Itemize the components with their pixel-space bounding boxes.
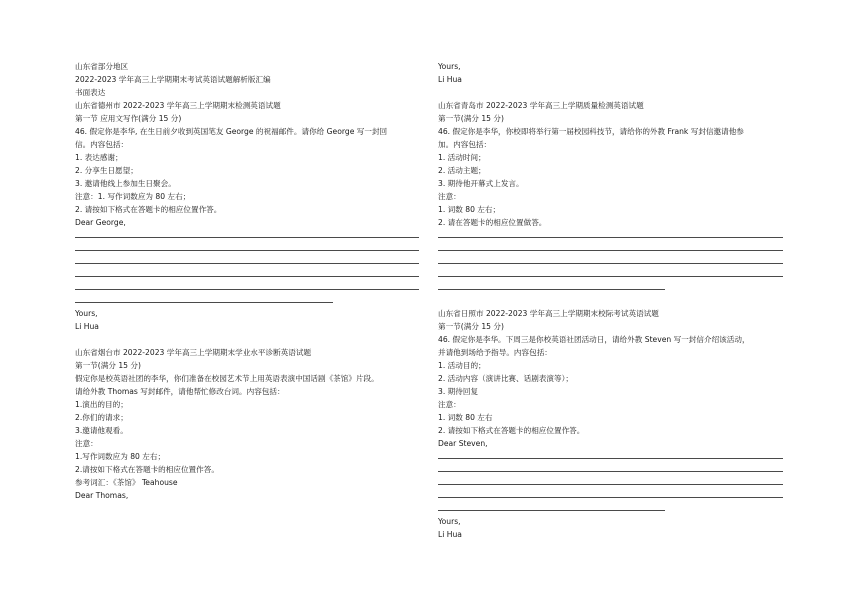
collection-title: 2022-2023 学年高三上学期期末考试英语试题解析版汇编	[75, 75, 271, 84]
qingdao-title: 山东省青岛市 2022-2023 学年高三上学期质量检测英语试题	[438, 101, 644, 110]
yantai-note: 1.写作词数应为 80 左右；	[75, 452, 166, 461]
answer-line	[438, 289, 665, 290]
dezhou-point: 1. 表达感谢；	[75, 153, 123, 162]
qingdao-note: 2. 请在答题卡的相应位置做答。	[438, 218, 547, 227]
qingdao-note: 1. 词数 80 左右；	[438, 205, 501, 214]
dezhou-point: 2. 分享生日愿望；	[75, 166, 138, 175]
answer-line	[75, 302, 333, 303]
answer-line	[438, 263, 783, 264]
rizhao-point: 3. 期待回复	[438, 387, 479, 396]
yantai-title: 山东省烟台市 2022-2023 学年高三上学期期末学业水平诊断英语试题	[75, 348, 312, 357]
answer-line	[75, 289, 419, 290]
answer-line	[75, 263, 419, 264]
qingdao-point: 1. 活动时间；	[438, 153, 486, 162]
answer-line	[75, 237, 419, 238]
rizhao-signature: Li Hua	[438, 530, 462, 539]
answer-line	[438, 471, 783, 472]
dezhou-title: 山东省德州市 2022-2023 学年高三上学期期末检测英语试题	[75, 101, 281, 110]
category-heading: 书面表达	[75, 88, 106, 97]
yantai-notes-label: 注意：	[75, 439, 98, 448]
dezhou-salutation: Dear George,	[75, 218, 126, 227]
answer-line	[438, 250, 783, 251]
yantai-note: 2.请按如下格式在答题卡的相应位置作答。	[75, 465, 219, 474]
rizhao-title: 山东省日照市 2022-2023 学年高三上学期期末校际考试英语试题	[438, 309, 659, 318]
answer-line	[75, 250, 419, 251]
qingdao-notes-label: 注意：	[438, 192, 461, 201]
answer-line	[438, 484, 783, 485]
rizhao-point: 1. 活动目的；	[438, 361, 486, 370]
yantai-prompt-line1: 假定你是校英语社团的李华，你们准备在校园艺术节上用英语表演中国话剧《茶馆》片段。	[75, 374, 379, 383]
yantai-point: 3.邀请他观看。	[75, 426, 128, 435]
dezhou-point: 3. 邀请他线上参加生日聚会。	[75, 179, 176, 188]
rizhao-point: 2. 活动内容（演讲比赛、话剧表演等）；	[438, 374, 573, 383]
answer-line	[438, 510, 665, 511]
qingdao-point: 3. 期待他开幕式上发言。	[438, 179, 524, 188]
yantai-salutation: Dear Thomas,	[75, 491, 129, 500]
qingdao-prompt-line1: 46. 假定你是李华，你校即将举行第一届校园科技节，请给你的外教 Frank 写封信邀请他参	[438, 127, 744, 136]
rizhao-prompt-line2: 并请他到场给予指导。内容包括：	[438, 348, 552, 357]
yantai-section: 第一节(满分 15 分)	[75, 361, 141, 370]
rizhao-closing: Yours,	[438, 517, 461, 526]
rizhao-note: 2. 请按如下格式在答题卡的相应位置作答。	[438, 426, 585, 435]
rizhao-salutation: Dear Steven,	[438, 439, 488, 448]
answer-line	[438, 458, 783, 459]
dezhou-closing: Yours,	[75, 309, 98, 318]
qingdao-point: 2. 活动主题；	[438, 166, 486, 175]
answer-line	[438, 497, 783, 498]
dezhou-prompt-line2: 信。内容包括：	[75, 140, 129, 149]
rizhao-note: 1. 词数 80 左右	[438, 413, 493, 422]
dezhou-note: 2. 请按如下格式在答题卡的相应位置作答。	[75, 205, 222, 214]
answer-line	[438, 276, 783, 277]
rizhao-section: 第一节(满分 15 分)	[438, 322, 504, 331]
qingdao-section: 第一节(满分 15 分)	[438, 114, 504, 123]
rizhao-notes-label: 注意：	[438, 400, 461, 409]
qingdao-prompt-line2: 加。内容包括：	[438, 140, 492, 149]
yantai-point: 1.演出的目的；	[75, 400, 128, 409]
yantai-point: 2.你们的请求；	[75, 413, 128, 422]
top-closing: Yours,	[438, 62, 461, 71]
dezhou-section: 第一节 应用文写作(满分 15 分)	[75, 114, 182, 123]
yantai-prompt-line2: 请给外教 Thomas 写封邮件，请他帮忙修改台词。内容包括：	[75, 387, 285, 396]
dezhou-prompt-line1: 46. 假定你是李华, 在生日前夕收到英国笔友 George 的祝福邮件。请你给 George 写一封回	[75, 127, 388, 136]
dezhou-note: 注意：1. 写作词数应为 80 左右；	[75, 192, 191, 201]
dezhou-signature: Li Hua	[75, 322, 99, 331]
yantai-vocab: 参考词汇：《茶馆》 Teahouse	[75, 478, 178, 487]
region-heading: 山东省部分地区	[75, 62, 129, 71]
top-signature: Li Hua	[438, 75, 462, 84]
rizhao-prompt-line1: 46. 假定你是李华。下周三是你校英语社团活动日，请给外教 Steven 写一封信介绍该活动，	[438, 335, 750, 344]
answer-line	[438, 237, 783, 238]
answer-line	[75, 276, 419, 277]
